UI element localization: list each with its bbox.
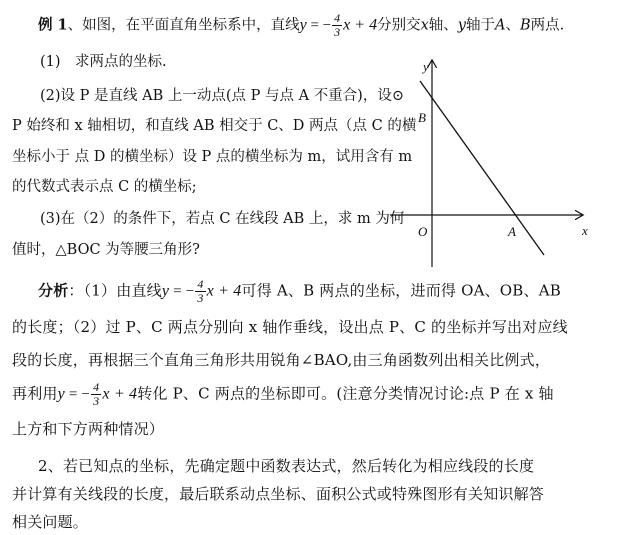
analysis-label: 分析 bbox=[38, 281, 69, 300]
question-3-line-2: 值时，△BOC 为等腰三角形? bbox=[12, 242, 200, 258]
label-b: B bbox=[418, 110, 426, 125]
section-2-line-1: 2、若已知点的坐标，先确定题中函数表达式，然后转化为相应线段的长度 bbox=[38, 457, 535, 475]
question-2-line-1: (2)设 P 是直线 AB 上一动点(点 P 与点 A 不重合)，设⊙ bbox=[40, 88, 404, 104]
question-2-line-4: 的代数式表示点 C 的横坐标; bbox=[12, 179, 197, 195]
analysis-line-2: 的长度；（2）过 P、C 两点分别向 x 轴作垂线，设出点 P、C 的坐标并写出对应线 bbox=[12, 318, 568, 336]
coordinate-diagram bbox=[388, 55, 608, 270]
question-1: (1) 求两点的坐标. bbox=[40, 54, 167, 70]
section-2-line-3: 相关问题。 bbox=[12, 513, 89, 531]
label-x: x bbox=[582, 223, 588, 238]
line-ab bbox=[420, 81, 544, 255]
fraction: $\frac{4}{3}$ bbox=[334, 11, 341, 39]
question-2-line-3: 坐标小于 点 D 的横坐标）设 P 点的横坐标为 m，试用含有 m bbox=[12, 149, 413, 165]
analysis-line-3: 段的长度，再根据三个直角三角形共用锐角∠BAO,由三角函数列出相关比例式， bbox=[12, 351, 551, 369]
fraction: $\frac{4}{3}$ bbox=[93, 380, 100, 408]
question-3-line-1: (3)在（2）的条件下，若点 C 在线段 AB 上，求 m 为何 bbox=[40, 211, 405, 227]
example-intro: 例 1、如图，在平面直角坐标系中，直线y = − $\frac{4}{3}$ x + 4分别交x轴、y轴于A、B两点. bbox=[38, 11, 565, 39]
label-o: O bbox=[418, 224, 428, 239]
label-a: A bbox=[508, 224, 516, 239]
analysis-line-1: 分析：（1）由直线y = − $\frac{4}{3}$ x + 4可得 A、B 两点的坐标，进而得 OA、OB、AB bbox=[38, 277, 561, 305]
question-2-line-2: P 始终和 x 轴相切，和直线 AB 相交于 C、D 两点（点 C 的横 bbox=[12, 118, 417, 134]
example-label: 例 1 bbox=[38, 16, 68, 34]
label-y: y bbox=[423, 59, 429, 74]
fraction: $\frac{4}{3}$ bbox=[197, 277, 204, 305]
analysis-line-5: 上方和下方两种情况） bbox=[12, 420, 165, 438]
analysis-line-4: 再利用y = − $\frac{4}{3}$ x + 4转化 P、C 两点的坐标即可。(注意分类情况讨论:点 P 在 x 轴 bbox=[12, 380, 554, 408]
section-2-line-2: 并计算有关线段的长度，最后联系动点坐标、面积公式或特殊图形有关知识解答 bbox=[12, 485, 545, 503]
